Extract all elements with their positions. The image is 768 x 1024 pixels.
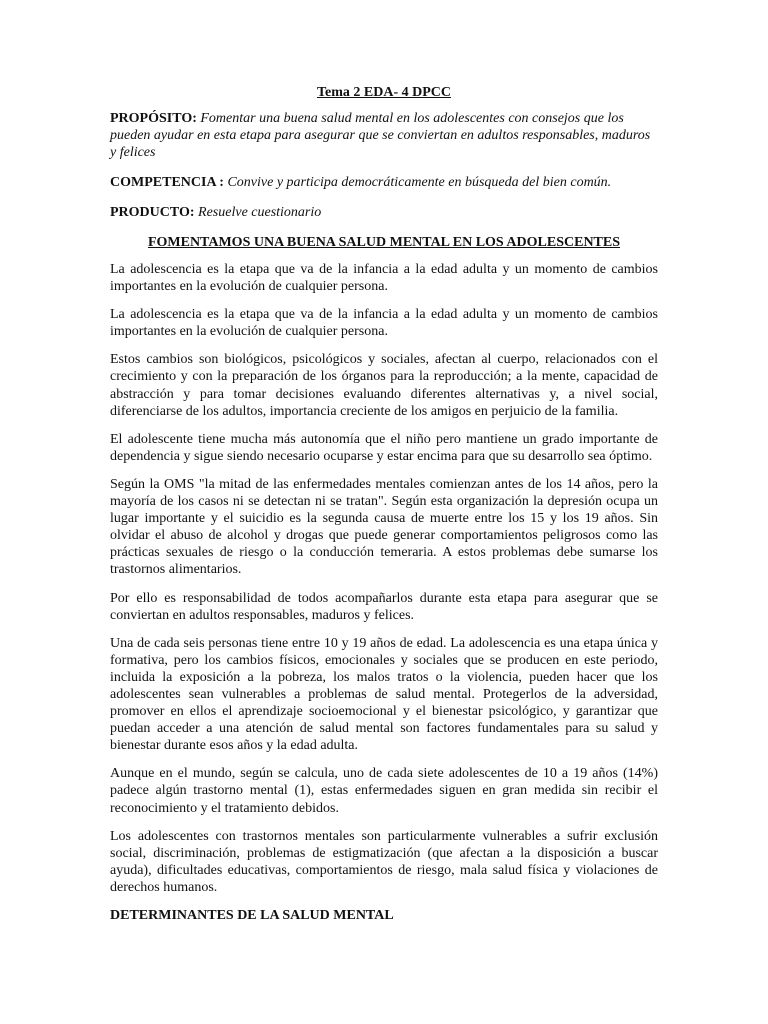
proposito-text: Fomentar una buena salud mental en los adolescentes con consejos que los pueden ayudar en esta etapa para asegurar que se conviertan en adultos responsables, maduros y felices — [110, 111, 651, 160]
section-title: FOMENTAMOS UNA BUENA SALUD MENTAL EN LOS ADOLESCENTES — [147, 235, 621, 250]
paragraph: Los adolescentes con trastornos mentales son particularmente vulnerables a sufrir exclusión social, discriminación, problemas de estigmatización (que afectan a la disposición a buscar ayuda), dificultades educativas, comportamientos de riesgo, mala salud física y violaciones de derechos humanos. — [110, 828, 658, 895]
paragraph: Según la OMS "la mitad de las enfermedades mentales comienzan antes de los 14 años, pero la mayoría de los casos ni se detectan ni se tratan". Según esta organización la depresión ocupa un lugar importante y el suicidio es la segunda causa de muerte entre los 15 y los 19 años. Sin olvidar el abuso de alcohol y drogas que puede generar comportamientos peligrosos como las prácticas sexuales de riesgo o la conducción temeraria. A estos problemas debe sumarse los trastornos alimentarios. — [110, 476, 658, 578]
paragraph: Estos cambios son biológicos, psicológicos y sociales, afectan al cuerpo, relacionados con el crecimiento y con la preparación de los órganos para la reproducción; a la mente, capacidad de abstracción y para tomar decisiones evaluando diferentes alternativas y, a nivel social, diferenciarse de los adultos, importancia creciente de los amigos en perjuicio de la familia. — [110, 352, 658, 419]
producto-line — [110, 204, 658, 221]
competencia-line — [110, 174, 658, 191]
producto-text: Resuelve cuestionario — [198, 205, 322, 220]
competencia-text: Convive y participa democráticamente en búsqueda del bien común. — [227, 175, 612, 190]
document-title: Tema 2 EDA- 4 DPCC — [316, 85, 452, 100]
paragraph: Aunque en el mundo, según se calcula, uno de cada siete adolescentes de 10 a 19 años (14%) padece algún trastorno mental (1), estas enfermedades siguen en gran medida sin recibir el reconocimiento y el tratamiento debidos. — [110, 766, 658, 816]
proposito-line — [110, 110, 658, 161]
paragraph: El adolescente tiene mucha más autonomía que el niño pero mantiene un grado importante de dependencia y sigue siendo necesario ocuparse y estar encima para que su desarrollo sea óptimo. — [110, 431, 658, 464]
paragraph: Una de cada seis personas tiene entre 10 y 19 años de edad. La adolescencia es una etapa única y formativa, pero los cambios físicos, emocionales y sociales que se producen en este periodo, incluida la exposición a la pobreza, los malos tratos o la violencia, pueden hacer que los adolescentes sean vulnerables a problemas de salud mental. Protegerlos de la adversidad, promover en ellos el aprendizaje socioemocional y el bienestar psicológico, y garantizar que puedan acceder a una atención de salud mental son factores fundamentales para su salud y bienestar durante esos años y la edad adulta. — [110, 635, 658, 754]
paragraph: La adolescencia es la etapa que va de la infancia a la edad adulta y un momento de cambios importantes en la evolución de cualquier persona. — [110, 262, 658, 295]
producto-label: PRODUCTO: — [110, 205, 195, 220]
paragraph: Por ello es responsabilidad de todos acompañarlos durante esta etapa para asegurar que se conviertan en adultos responsables, maduros y felices. — [110, 590, 658, 623]
proposito-label: PROPÓSITO: — [110, 111, 197, 126]
competencia-label: COMPETENCIA : — [110, 175, 224, 190]
paragraph: La adolescencia es la etapa que va de la infancia a la edad adulta y un momento de cambios importantes en la evolución de cualquier persona. — [110, 307, 658, 340]
subheading-determinantes: DETERMINANTES DE LA SALUD MENTAL — [110, 908, 394, 923]
